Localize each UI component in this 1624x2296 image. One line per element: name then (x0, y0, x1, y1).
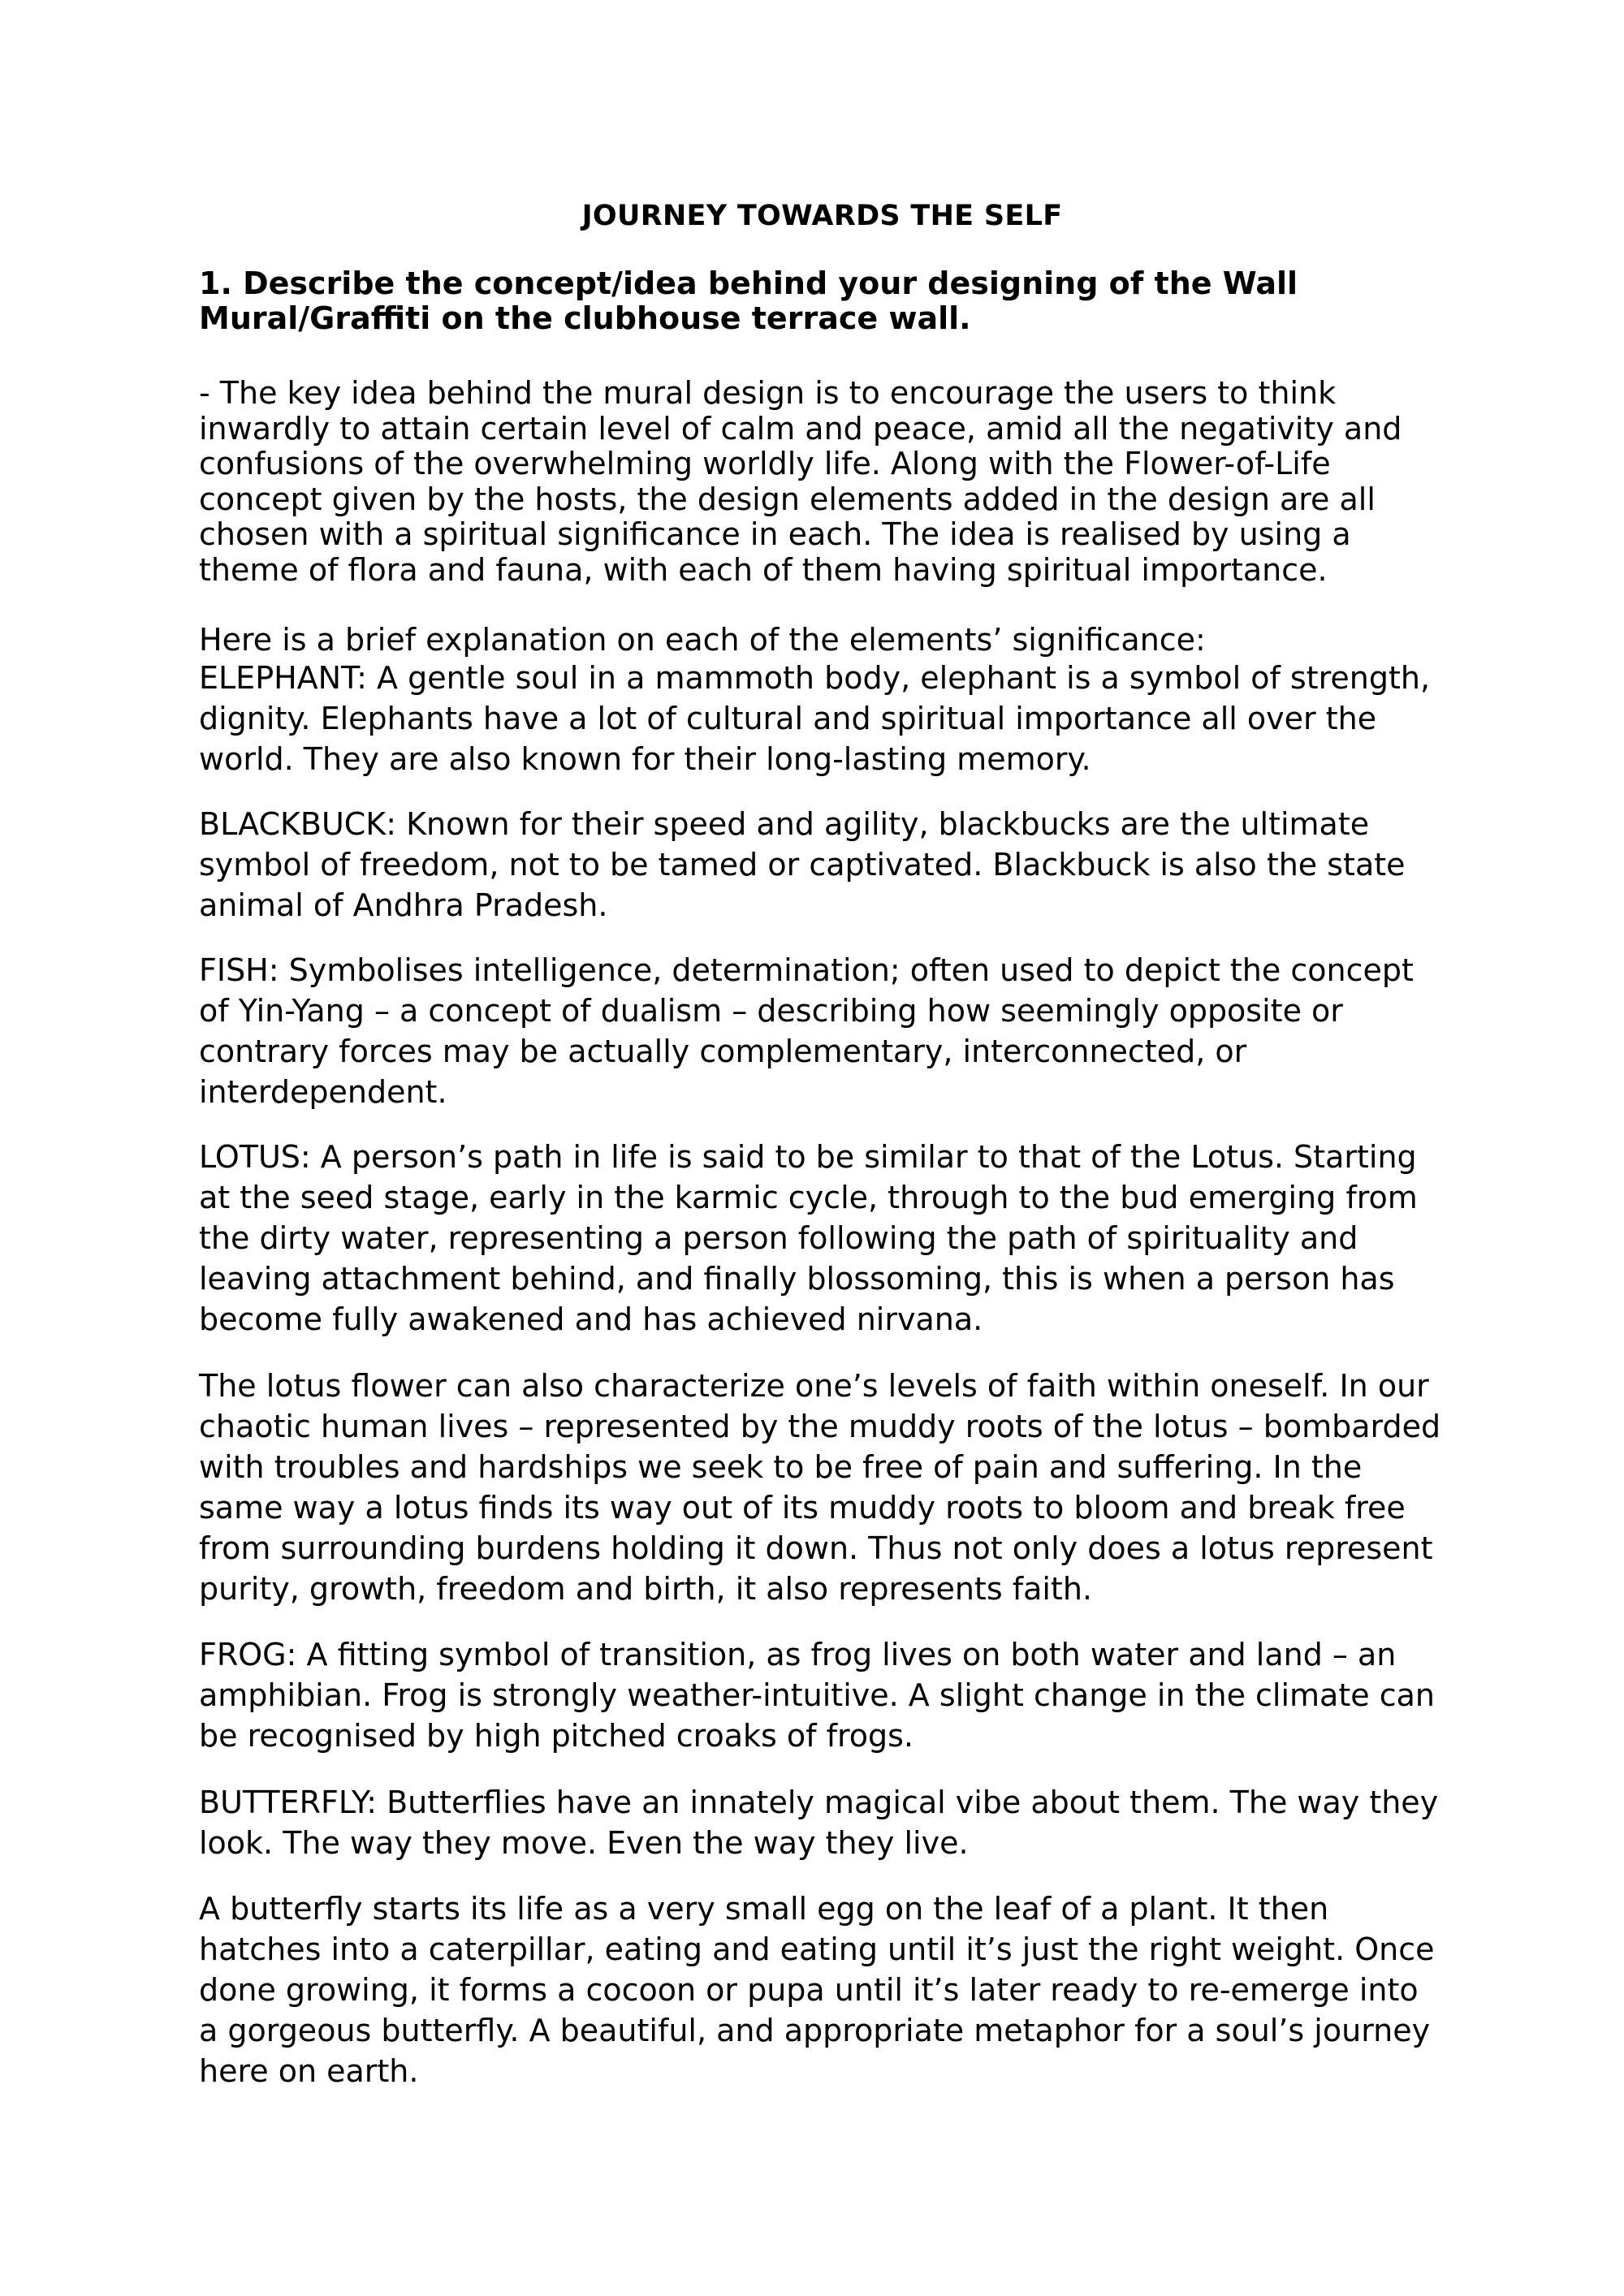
document-body (199, 198, 1445, 2091)
lotus-paragraph: LOTUS: A person’s path in life is said to be similar to that of the Lotus. Starting at the seed stage, early in the karmic cycle, through to the bud emerging from the dirty water, representing a person following the path of spirituality and leaving attachment behind, and finally blossoming, this is when a person has become fully awakened and has achieved nirvana. (199, 1139, 1418, 1337)
fish-paragraph: FISH: Symbolises intelligence, determination; often used to depict the concept of Yin-Yang – a concept of dualism – describing how seemingly opposite or contrary forces may be actually complementary, interconnected, or interdependent. (199, 952, 1414, 1110)
butterfly-life-paragraph: A butterfly starts its life as a very small egg on the leaf of a plant. It then hatches into a caterpillar, eating and eating until it’s just the right weight. Once done growing, it forms a cocoon or pupa until it’s later ready to re-emerge into a gorgeous butterfly. A beautiful, and appropriate metaphor for a soul’s journey here on earth. (199, 1891, 1435, 2089)
frog-paragraph: FROG: A fitting symbol of transition, as frog lives on both water and land – an amphibian. Frog is strongly weather-intuitive. A slight change in the climate can be recognised by high pitched croaks of frogs. (199, 1637, 1435, 1754)
elephant-paragraph: ELEPHANT: A gentle soul in a mammoth body, elephant is a symbol of strength, dignity. Elephants have a lot of cultural and spiritual importance all over the world. They are also known for their long-lasting memory. (199, 660, 1431, 777)
document-title: JOURNEY TOWARDS THE SELF (581, 200, 1063, 232)
question-heading: 1. Describe the concept/idea behind your designing of the Wall Mural/Graffiti on the clubhouse terrace wall. (199, 265, 1298, 336)
blackbuck-paragraph: BLACKBUCK: Known for their speed and agility, blackbucks are the ultimate symbol of freedom, not to be tamed or captivated. Blackbuck is also the state animal of Andhra Pradesh. (199, 806, 1406, 923)
butterfly-paragraph: BUTTERFLY: Butterflies have an innately magical vibe about them. The way they look. The way they move. Even the way they live. (199, 1785, 1439, 1861)
intro-paragraph: - The key idea behind the mural design is to encourage the users to think inwardly to attain certain level of calm and peace, amid all the negativity and confusions of the overwhelming worldly life. Along with the Flower-of-Life concept given by the hosts, the design elements added in the design are all chosen with a spiritual significance in each. The idea is realised by using a theme of flora and fauna, with each of them having spiritual importance. (199, 375, 1402, 588)
lotus-faith-paragraph: The lotus flower can also characterize one’s levels of faith within oneself. In our chaotic human lives – represented by the muddy roots of the lotus – bombarded with troubles and hardships we seek to be free of pain and suffering. In the same way a lotus finds its way out of its muddy roots to bloom and break free from surrounding burdens holding it down. Thus not only does a lotus represent purity, growth, freedom and birth, it also represents faith. (199, 1368, 1441, 1607)
elements-lead-in: Here is a brief explanation on each of the elements’ significance: (199, 622, 1206, 658)
